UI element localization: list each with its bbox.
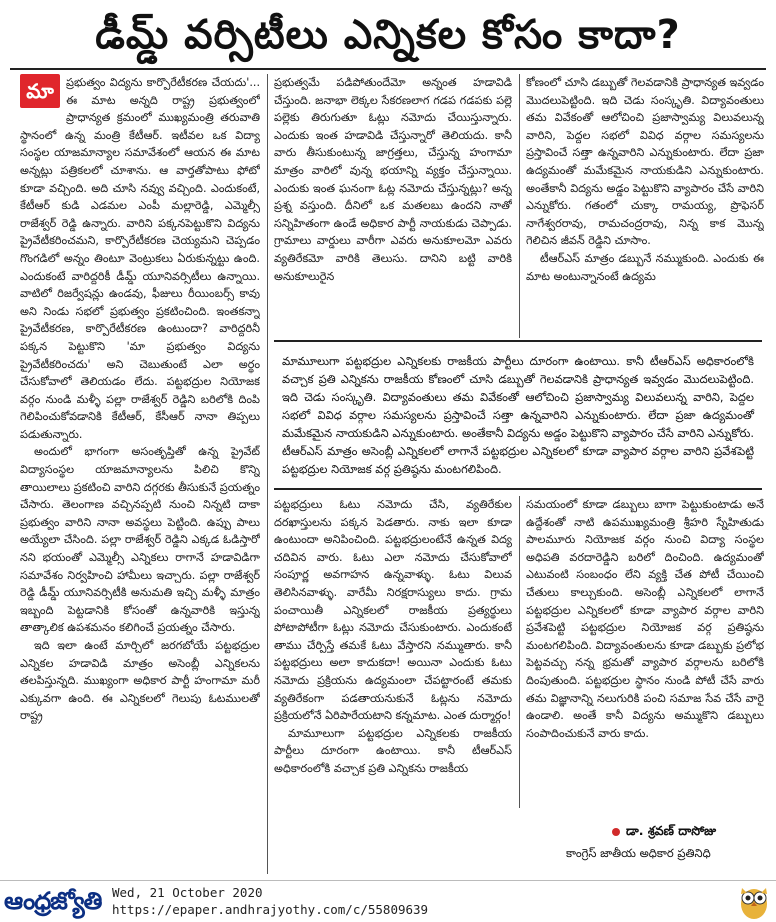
column-divider [267,74,268,874]
headline: డీమ్డ్ వర్సిటీలు ఎన్నికల కోసం కాదా? [95,12,681,58]
col3-paragraph: కోణంలో చూసి డబ్బుతో గెలవడానికి ప్రాధాన్యత ఇవ్వడం మొదలుపెట్టింది. ఇది చెడు సంస్కృతి. విద్యావంతులు తమ వివేకంతో ఆలోచించి ప్రజాస్వామ్య విలువలున్న వారిని, పెద్దల సభలో వివిధ వర్గాల సమస్యలను ప్రస్తావించే సత్తా ఉన్నవారిని ఎన్నుకుంటారు. లేదా ప్రజా ఉద్యమంతో మమేకమైన నాయకుడిని ఎన్నుకుంటారు. అంతేకానీ విద్యను అడ్డం పెట్టుకొని వ్యాపారం చేసే వారిని ఎన్నుకోరు. గతంలో చుక్కా రామయ్య, ప్రొఫెసర్ నాగేశ్వరరావు, రామచంద్రరావు, నిన్న కాక మొన్న గెలిచిన జీవన్ రెడ్డిని చూసాం. [526,76,764,248]
column-2-bottom [274,496,512,874]
footer-date: Wed, 21 October 2020 [112,885,263,900]
column-2-top [274,74,512,336]
col1-paragraph: అందులో భాగంగా అసంతృప్తితో ఉన్న ప్రైవేట్ విద్యాసంస్థల యాజమాన్యాలను పిలిచి కొన్ని తాయిలాలు ప్రకటించి వారిని దగ్గరకు తీసుకునే ప్రయత్నం చేసారు. తెలంగాణ వచ్చినప్పటి నుంచి నిన్నటి దాకా ప్రభుత్వం వారిని నానా అవస్థలు పెట్టింది. ఉప్పు పాలు అయ్యేలా చేసింది. పల్లా రాజేశ్వర్ రెడ్డిని ఎక్కడ ఓడిస్తారో నని భయంతో ఎమ్మెల్సీ ఎన్నికలు రాగానే హడావిడిగా సమావేశం నిర్వహించి హామీలు ఇచ్చారు. పల్లా రాజేశ్వర్ రెడ్డి డీమ్డ్ యూనివర్సిటీకి అనుమతి ఇచ్చి మళ్ళీ మాత్రం ఇబ్బంది పెట్టడానికి కోసంతో ఉన్నవారికి ఇస్తున్న తాత్కాలిక ఉపశమనం కలిగించే ప్రయత్నం చేసారు. [20,445,260,635]
drop-cap: మా [20,74,60,108]
column-3-bottom [526,496,764,808]
author-designation: కాంగ్రెస్ జాతీయ అధికార ప్రతినిధి [566,846,711,860]
newspaper-logo: ఆంధ్రజ్యోతి [4,886,102,915]
column-3-top [526,74,764,336]
column-1 [20,74,260,874]
pull-quote: మామూలుగా పట్టభద్రుల ఎన్నికలకు రాజకీయ పార్టీలు దూరంగా ఉంటాయి. కానీ టీఆర్ఎస్ అధికారంలోకి వచ్చాక ప్రతి ఎన్నికను రాజకీయ కోణంలో చూసి డబ్బుతో గెలవడానికి ప్రాధాన్యత ఇవ్వడం మొదలుపెట్టింది. ఇది చెడు సంస్కృతి. విద్యావంతులు తమ వివేకంతో ఆలోచించి ప్రజాస్వామ్య విలువలున్న వారిని, పెద్దల సభలో వివిధ వర్గాల సమస్యలను ప్రస్తావించే సత్తా ఉన్నవారిని ఎన్నుకుంటారు. లేదా ప్రజా ఉద్యమంతో మమేకమైన నాయకుడిని ఎన్నుకుంటారు. అంతేకానీ విద్యను అడ్డం పెట్టుకొని వ్యాపారం చేసే వారిని ఎన్నుకోరు. టీఆర్ఎస్ మాత్రం అసెంబ్లీ ఎన్నికలలో లాగానే పట్టభద్రుల ఎన్నికలలో కూడా వ్యాపార వర్గాల వారిని ప్రవేశపెట్టి పట్టభద్రుల నియోజక వర్గ ప్రతిష్ఠను మంటగలిపింది. [274,340,762,490]
footer-info [112,884,428,918]
col2-paragraph: పట్టభద్రులు ఓటు నమోదు చేసి, వ్యతిరేకుల దరఖాస్తులను పక్కన పెడతారు. నాకు ఇలా కూడా ఉంటుందా అనిపించింది. పట్టభద్రులంటేనే ఉన్నత విద్య చదివిన వారు. ఓటు ఎలా నమోదు చేసుకోవాలో సంపూర్ణ అవగాహన ఉన్నవాళ్ళు. ఓటు విలువ తెలిసినవాళ్ళు. వారేమీ నిరక్షరాస్యులు కాదు. గ్రామ పంచాయితీ ఎన్నికలలో రాజకీయ ప్రత్యర్థులు పోటాపోటీగా ఓట్లు నమోదు చేసుకుంటారు. ఎందుకంటే తాము చేర్పిస్తే తమకే ఓటు వేస్తారని నమ్ముతారు. కానీ పట్టభద్రులు అలా కాదుకదా! అయినా ఎందుకు ఓటు నమోదు ప్రక్రియను ఉద్యమంలా చేపట్టారంటే తమకు వ్యతిరేకంగా పడతాయనుకునే ఓట్లను నమోదు ప్రక్రియలోనే ఏరిపారేయటాని కన్నమాట. ఎంత దుర్మార్గం! [274,498,512,723]
author-text: డా. శ్రవణ్ దాసోజు [626,823,717,838]
column-divider [519,496,520,808]
footer-rule [0,880,776,881]
col2-paragraph: మామూలుగా పట్టభద్రుల ఎన్నికలకు రాజకీయ పార్టీలు దూరంగా ఉంటాయి. కానీ టీఆర్ఎస్ అధికారంలోకి వచ్చాక ప్రతి ఎన్నికను రాజకీయ [274,726,512,775]
col3-paragraph: సమయంలో కూడా డబ్బులు బాగా పెట్టుకుంటాడు అనే ఉద్దేశంతో నాటి ఉపముఖ్యమంత్రి శ్రీహరి స్నేహితుడు పాలమూరు నియోజక వర్గం నుంచి విద్యా సంస్థల అధిపతి వరదారెడ్డిని బరిలో దించింది. ఉద్యమంతో ఎటువంటి సంబంధం లేని వ్యక్తి చేత పోటీ చేయించి చేతులు కాల్చుకుంది. అసెంబ్లీ ఎన్నికలలో లాగానే పట్టభద్రుల ఎన్నికలలో కూడా వ్యాపార వర్గాల వారిని ప్రవేశపెట్టి పట్టభద్రుల నియోజక వర్గ ప్రతిష్ఠను మంటగలిపింది. విద్యావంతులను కూడా డబ్బుకు ప్రలోభ పెట్టవచ్చు నన్న భ్రమతో వ్యాపార వర్గాలను బరిలోకి దింపుతుంది. పట్టభద్రుల స్థానం నుండి పోటీ చేసే వారు తమ విజ్ఞానాన్ని నలుగురికి పంచి సమాజ సేవ చేసే వారై ఉండాలి. అంతే కానీ విద్యను అమ్ముకొని డబ్బులు సంపాదించుకునే వారు కాదు. [526,498,764,740]
col1-paragraph: ఇది ఇలా ఉంటే మార్చిలో జరగబోయే పట్టభద్రుల ఎన్నికల హడావిడి మాత్రం అసెంబ్లీ ఎన్నికలను తలపిస్తున్నది. ముఖ్యంగా అధికార పార్టీ హంగామా మరీ ఎక్కువగా ఉంది. ఈ ఎన్నికలలో గెలుపు ఓటములతో రాష్ట్ర [20,639,260,723]
col1-paragraph: ప్రభుత్వం విద్యను కార్పొరేటీకరణ చేయదు'... ఈ మాట అన్నది రాష్ట్ర ప్రభుత్వంలో ప్రాధాన్యత క్రమంలో ముఖ్యమంత్రి తరువాతి స్థానంలో ఉన్న మంత్రి కేటీఆర్. ఇటీవల ఒక విద్యా సంస్థల యాజమాన్యాల సమావేశంలో ఆయన ఈ మాట అన్నట్లు పత్రికలలో చూశాను. ఆ వార్తతోపాటు ఫోటో కూడా వచ్చింది. అది చూసి నవ్వు వచ్చింది. ఎందుకంటే, కేటీఆర్ కుడి ఎడమల ఎంపీ మల్లారెడ్డి, ఎమ్మెల్సీ రాజేశ్వర్ రెడ్డి ఉన్నారు. వారిని పక్కనపెట్టుకొని విద్యను ప్రైవేటీకరించమని, కార్పొరేటీకరణ చెయ్యమని చెప్పడం గొంగడిలో అన్నం తింటూ వెంట్రుకలు ఏరుకున్నట్టు ఉంది. ఎందుకంటే వారిద్దరికీ డీమ్డ్ యూనివర్సిటీలు ఉన్నాయి. వాటిలో రిజర్వేషన్లు ఉండవు, ఫీజులు రీయింబర్స్ కావు అని నిండు సభలో ప్రభుత్వం ప్రకటించింది. ఇంతకన్నా ప్రైవేటీకరణ, కార్పొరేటీకరణ ఉంటుందా? వారిద్దరినీ పక్కన పెట్టుకొని 'మా ప్రభుత్వం విద్యను ప్రైవేటీకరించదు' అని చెబుతుంటే ఎలా అర్థం చేసుకోవాలో తెలియడం లేదు. పట్టభద్రుల నియోజక వర్గం నుండి మళ్ళీ పల్లా రాజేశ్వర్ రెడ్డిని బరిలోకి దింపి గెలిపించుకోవడానికి కేటీఆర్, కేసీఆర్ నానా తిప్పలు పడుతున్నారు. [20,76,260,441]
headline-rule [10,68,766,70]
bullet-icon [612,828,620,836]
footer-url[interactable]: https://epaper.andhrajyothy.com/c/55809639 [112,902,429,917]
col3-paragraph: టీఆర్ఎస్ మాత్రం డబ్బునే నమ్ముకుంది. ఎందుకు ఈ మాట అంటున్నానంటే ఉద్యమ [526,251,764,283]
owl-icon [738,882,770,920]
column-divider [519,74,520,338]
author-name [612,823,716,842]
col2-paragraph: ప్రభుత్వమే పడిపోతుందేమో అన్నంత హడావిడి చేస్తుంది. జనాభా లెక్కల సేకరణలాగ గడప గడపకు పల్లె పల్లెకు తిరుగుతూ ఓట్లు నమోదు చేయిస్తున్నారు. ఎందుకు ఇంత హడావిడి చేస్తున్నారో తెలియదు. కానీ వారు తీసుకుంటున్న జాగ్రత్తలు, చేస్తున్న హంగామా మాత్రం వారిలో వున్న భయాన్ని వ్యక్తం చేస్తున్నాయి. ఎందుకు ఇంత ఘనంగా ఓట్ల నమోదు చేస్తున్నట్లు? అన్న ప్రశ్న వస్తుంది. దీనిలో ఒక మతలబు ఉందని నాతో సన్నిహితంగా ఉండే అధికార పార్టీ నాయకుడు చెప్పాడు. గ్రామాలు వార్డులు వారీగా ఎవరు అనుకూలమో ఎవరు వ్యతిరేకమో వారికి తెలుసు. దానిని బట్టి వారికి అనుకూలురైన [274,76,512,283]
